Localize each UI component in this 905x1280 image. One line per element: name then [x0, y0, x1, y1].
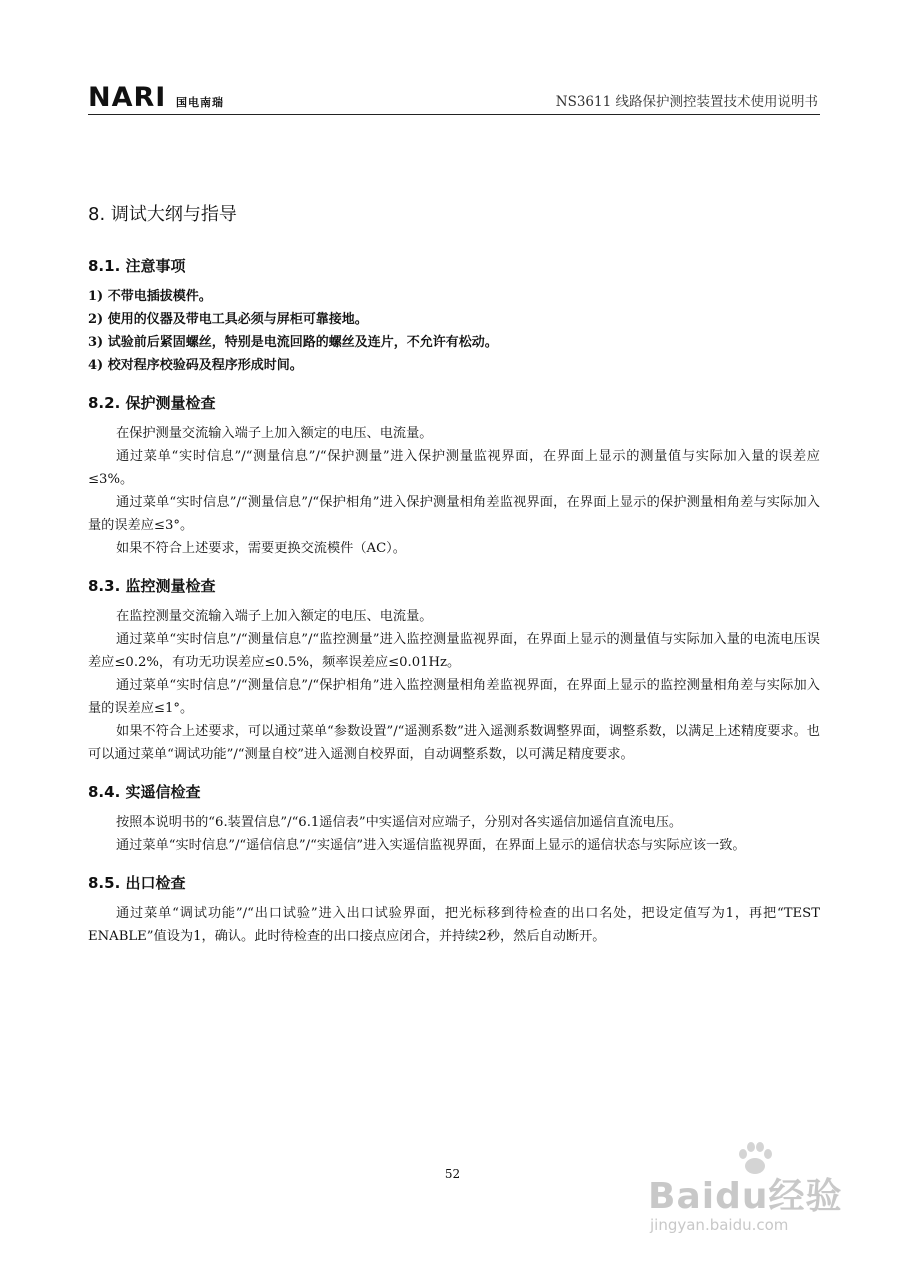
nari-logo-subtitle: 国电南瑞: [176, 96, 224, 109]
paragraph: 通过菜单“调试功能”/“出口试验”进入出口试验界面，把光标移到待检查的出口名处，把设定值写为1，再把“TEST ENABLE”值设为1，确认。此时待检查的出口接点应闭合，并持续2秒，然后自动断开。: [88, 906, 820, 944]
paragraph: 按照本说明书的“6.装置信息”/“6.1遥信表”中实遥信对应端子，分别对各实遥信加遥信直流电压。: [116, 815, 683, 830]
paragraph: 在监控测量交流输入端子上加入额定的电压、电流量。: [116, 609, 433, 624]
section-title: 8.4. 实遥信检查: [88, 783, 201, 801]
baidu-watermark: [640, 1140, 845, 1240]
paragraph: 通过菜单“实时信息”/“测量信息”/“保护相角”进入保护测量相角差监视界面，在界面上显示的保护测量相角差与实际加入量的误差应≤3°。: [88, 495, 820, 533]
section-8-2: [88, 392, 820, 560]
page-number: 52: [444, 1167, 461, 1181]
list-item: 4) 校对程序校验码及程序形成时间。: [88, 358, 303, 373]
watermark-url: jingyan.baidu.com: [650, 1216, 789, 1234]
document-title: NS3611 线路保护测控装置技术使用说明书: [555, 94, 818, 110]
paragraph: 通过菜单“实时信息”/“测量信息”/“监控测量”进入监控测量监视界面，在界面上显示的测量值与实际加入量的电流电压误差应≤0.2%，有功无功误差应≤0.5%，频率误差应≤0.01Hz。: [88, 632, 820, 670]
list-item: 2) 使用的仪器及带电工具必须与屏柜可靠接地。: [88, 312, 368, 327]
section-title: 8.3. 监控测量检查: [88, 577, 216, 595]
section-8-3: [88, 575, 820, 766]
section-title: 8.2. 保护测量检查: [88, 394, 216, 412]
page-header: [88, 80, 820, 115]
list-item: 3) 试验前后紧固螺丝，特别是电流回路的螺丝及连片，不允许有松动。: [88, 335, 498, 350]
nari-logo: NARI: [88, 82, 167, 113]
list-item: 1) 不带电插拔模件。: [88, 289, 212, 304]
section-8-1: [88, 255, 820, 377]
section-title: 8.1. 注意事项: [88, 257, 186, 275]
paragraph: 如果不符合上述要求，需要更换交流模件（AC）。: [116, 541, 406, 556]
watermark-brand: Baidu经验: [648, 1176, 843, 1217]
section-title: 8.5. 出口检查: [88, 874, 186, 892]
paragraph: 通过菜单“实时信息”/“遥信信息”/“实遥信”进入实遥信监视界面，在界面上显示的遥信状态与实际应该一致。: [116, 838, 746, 853]
page-content: [88, 200, 820, 963]
paragraph: 通过菜单“实时信息”/“测量信息”/“保护测量”进入保护测量监视界面，在界面上显示的测量值与实际加入量的误差应≤3%。: [88, 449, 820, 487]
paragraph: 通过菜单“实时信息”/“测量信息”/“保护相角”进入监控测量相角差监视界面，在界面上显示的监控测量相角差与实际加入量的误差应≤1°。: [88, 678, 820, 716]
section-8-4: [88, 781, 820, 857]
paragraph: 在保护测量交流输入端子上加入额定的电压、电流量。: [116, 426, 433, 441]
paragraph: 如果不符合上述要求，可以通过菜单“参数设置”/“遥测系数”进入遥测系数调整界面，调整系数，以满足上述精度要求。也可以通过菜单“调试功能”/“测量自校”进入遥测自校界面，自动调整系数，以可满足精度要求。: [88, 724, 820, 762]
chapter-title: 8. 调试大纲与指导: [88, 204, 237, 225]
section-8-5: [88, 872, 820, 948]
